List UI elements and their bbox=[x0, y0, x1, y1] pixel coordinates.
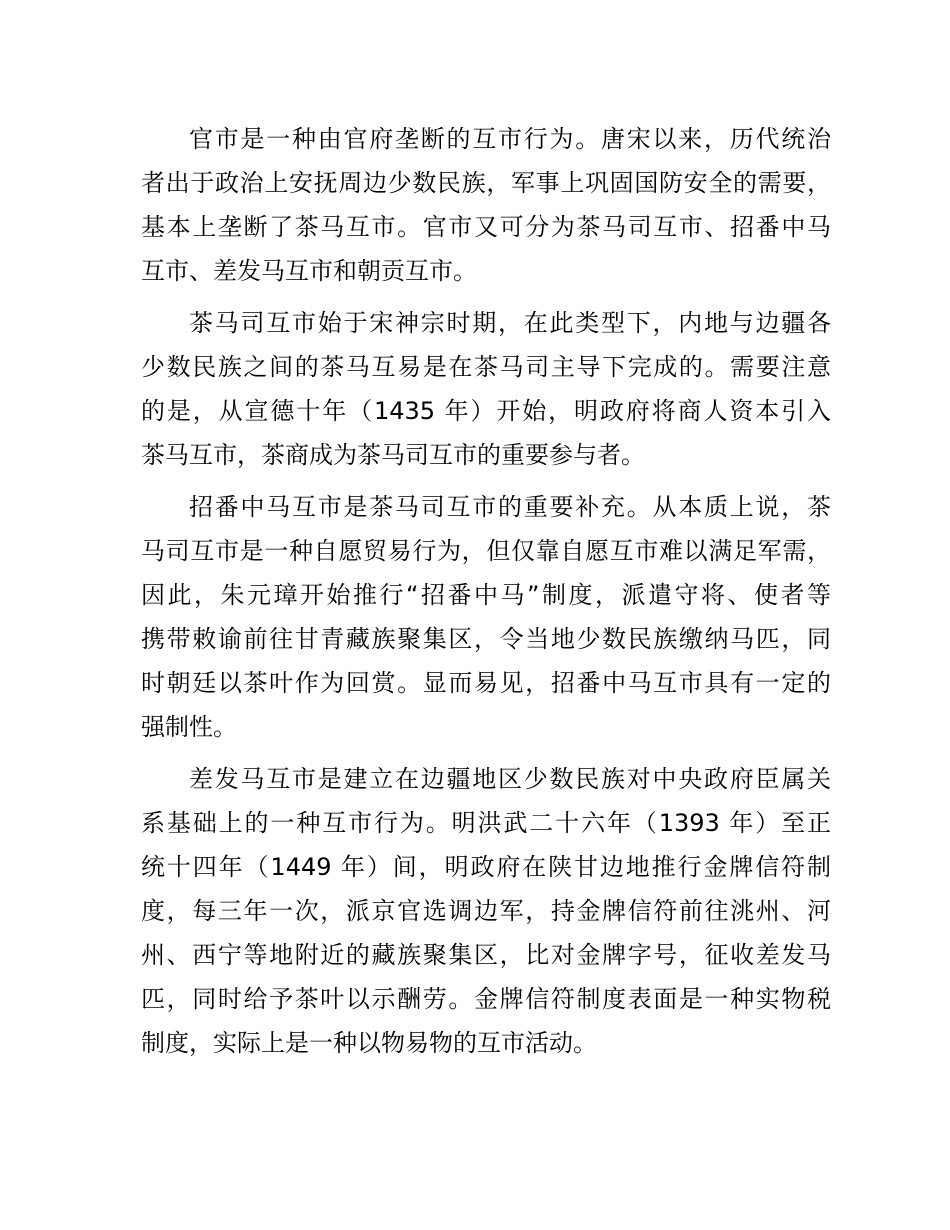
text-line: 茶马互市，茶商成为茶马司互市的重要参与者。 bbox=[141, 441, 645, 469]
text-line: 差发马互市是建立在边疆地区少数民族对中央政府臣属关 bbox=[189, 765, 831, 793]
text-line: 制度，实际上是一种以物易物的互市活动。 bbox=[141, 1029, 597, 1057]
text-line: 招番中马互市是茶马司互市的重要补充。从本质上说，茶 bbox=[189, 493, 831, 521]
text-line: 马司互市是一种自愿贸易行为，但仅靠自愿互市难以满足军需， bbox=[141, 537, 831, 565]
text-line: 官市是一种由官府垄断的互市行为。唐宋以来，历代统治 bbox=[189, 125, 831, 153]
text-line: 少数民族之间的茶马互易是在茶马司主导下完成的。需要注意 bbox=[141, 353, 831, 381]
text-line: 因此，朱元璋开始推行“招番中马”制度，派遣守将、使者等 bbox=[141, 581, 831, 609]
text-line: 州、西宁等地附近的藏族聚集区，比对金牌字号，征收差发马 bbox=[141, 941, 831, 969]
text-line: 统十四年（1449 年）间，明政府在陕甘边地推行金牌信符制 bbox=[141, 853, 831, 881]
text-line: 匹，同时给予茶叶以示酬劳。金牌信符制度表面是一种实物税 bbox=[141, 985, 831, 1013]
text-line: 系基础上的一种互市行为。明洪武二十六年（1393 年）至正 bbox=[141, 809, 831, 837]
paragraph-chaifa bbox=[141, 757, 831, 1065]
text-line: 茶马司互市始于宋神宗时期，在此类型下，内地与边疆各 bbox=[189, 309, 831, 337]
document-body bbox=[141, 117, 831, 1073]
text-line: 携带敕谕前往甘青藏族聚集区，令当地少数民族缴纳马匹，同 bbox=[141, 625, 831, 653]
paragraph-zhaofan bbox=[141, 485, 831, 749]
text-line: 者出于政治上安抚周边少数民族，军事上巩固国防安全的需要， bbox=[141, 169, 831, 197]
text-line: 时朝廷以茶叶作为回赏。显而易见，招番中马互市具有一定的 bbox=[141, 669, 831, 697]
text-line: 的是，从宣德十年（1435 年）开始，明政府将商人资本引入 bbox=[141, 397, 831, 425]
text-line: 度，每三年一次，派京官选调边军，持金牌信符前往洮州、河 bbox=[141, 897, 831, 925]
text-line: 基本上垄断了茶马互市。官市又可分为茶马司互市、招番中马 bbox=[141, 213, 831, 241]
paragraph-chamasi bbox=[141, 301, 831, 477]
text-line: 互市、差发马互市和朝贡互市。 bbox=[141, 257, 477, 285]
paragraph-guanshi bbox=[141, 117, 831, 293]
text-line: 强制性。 bbox=[141, 713, 237, 741]
